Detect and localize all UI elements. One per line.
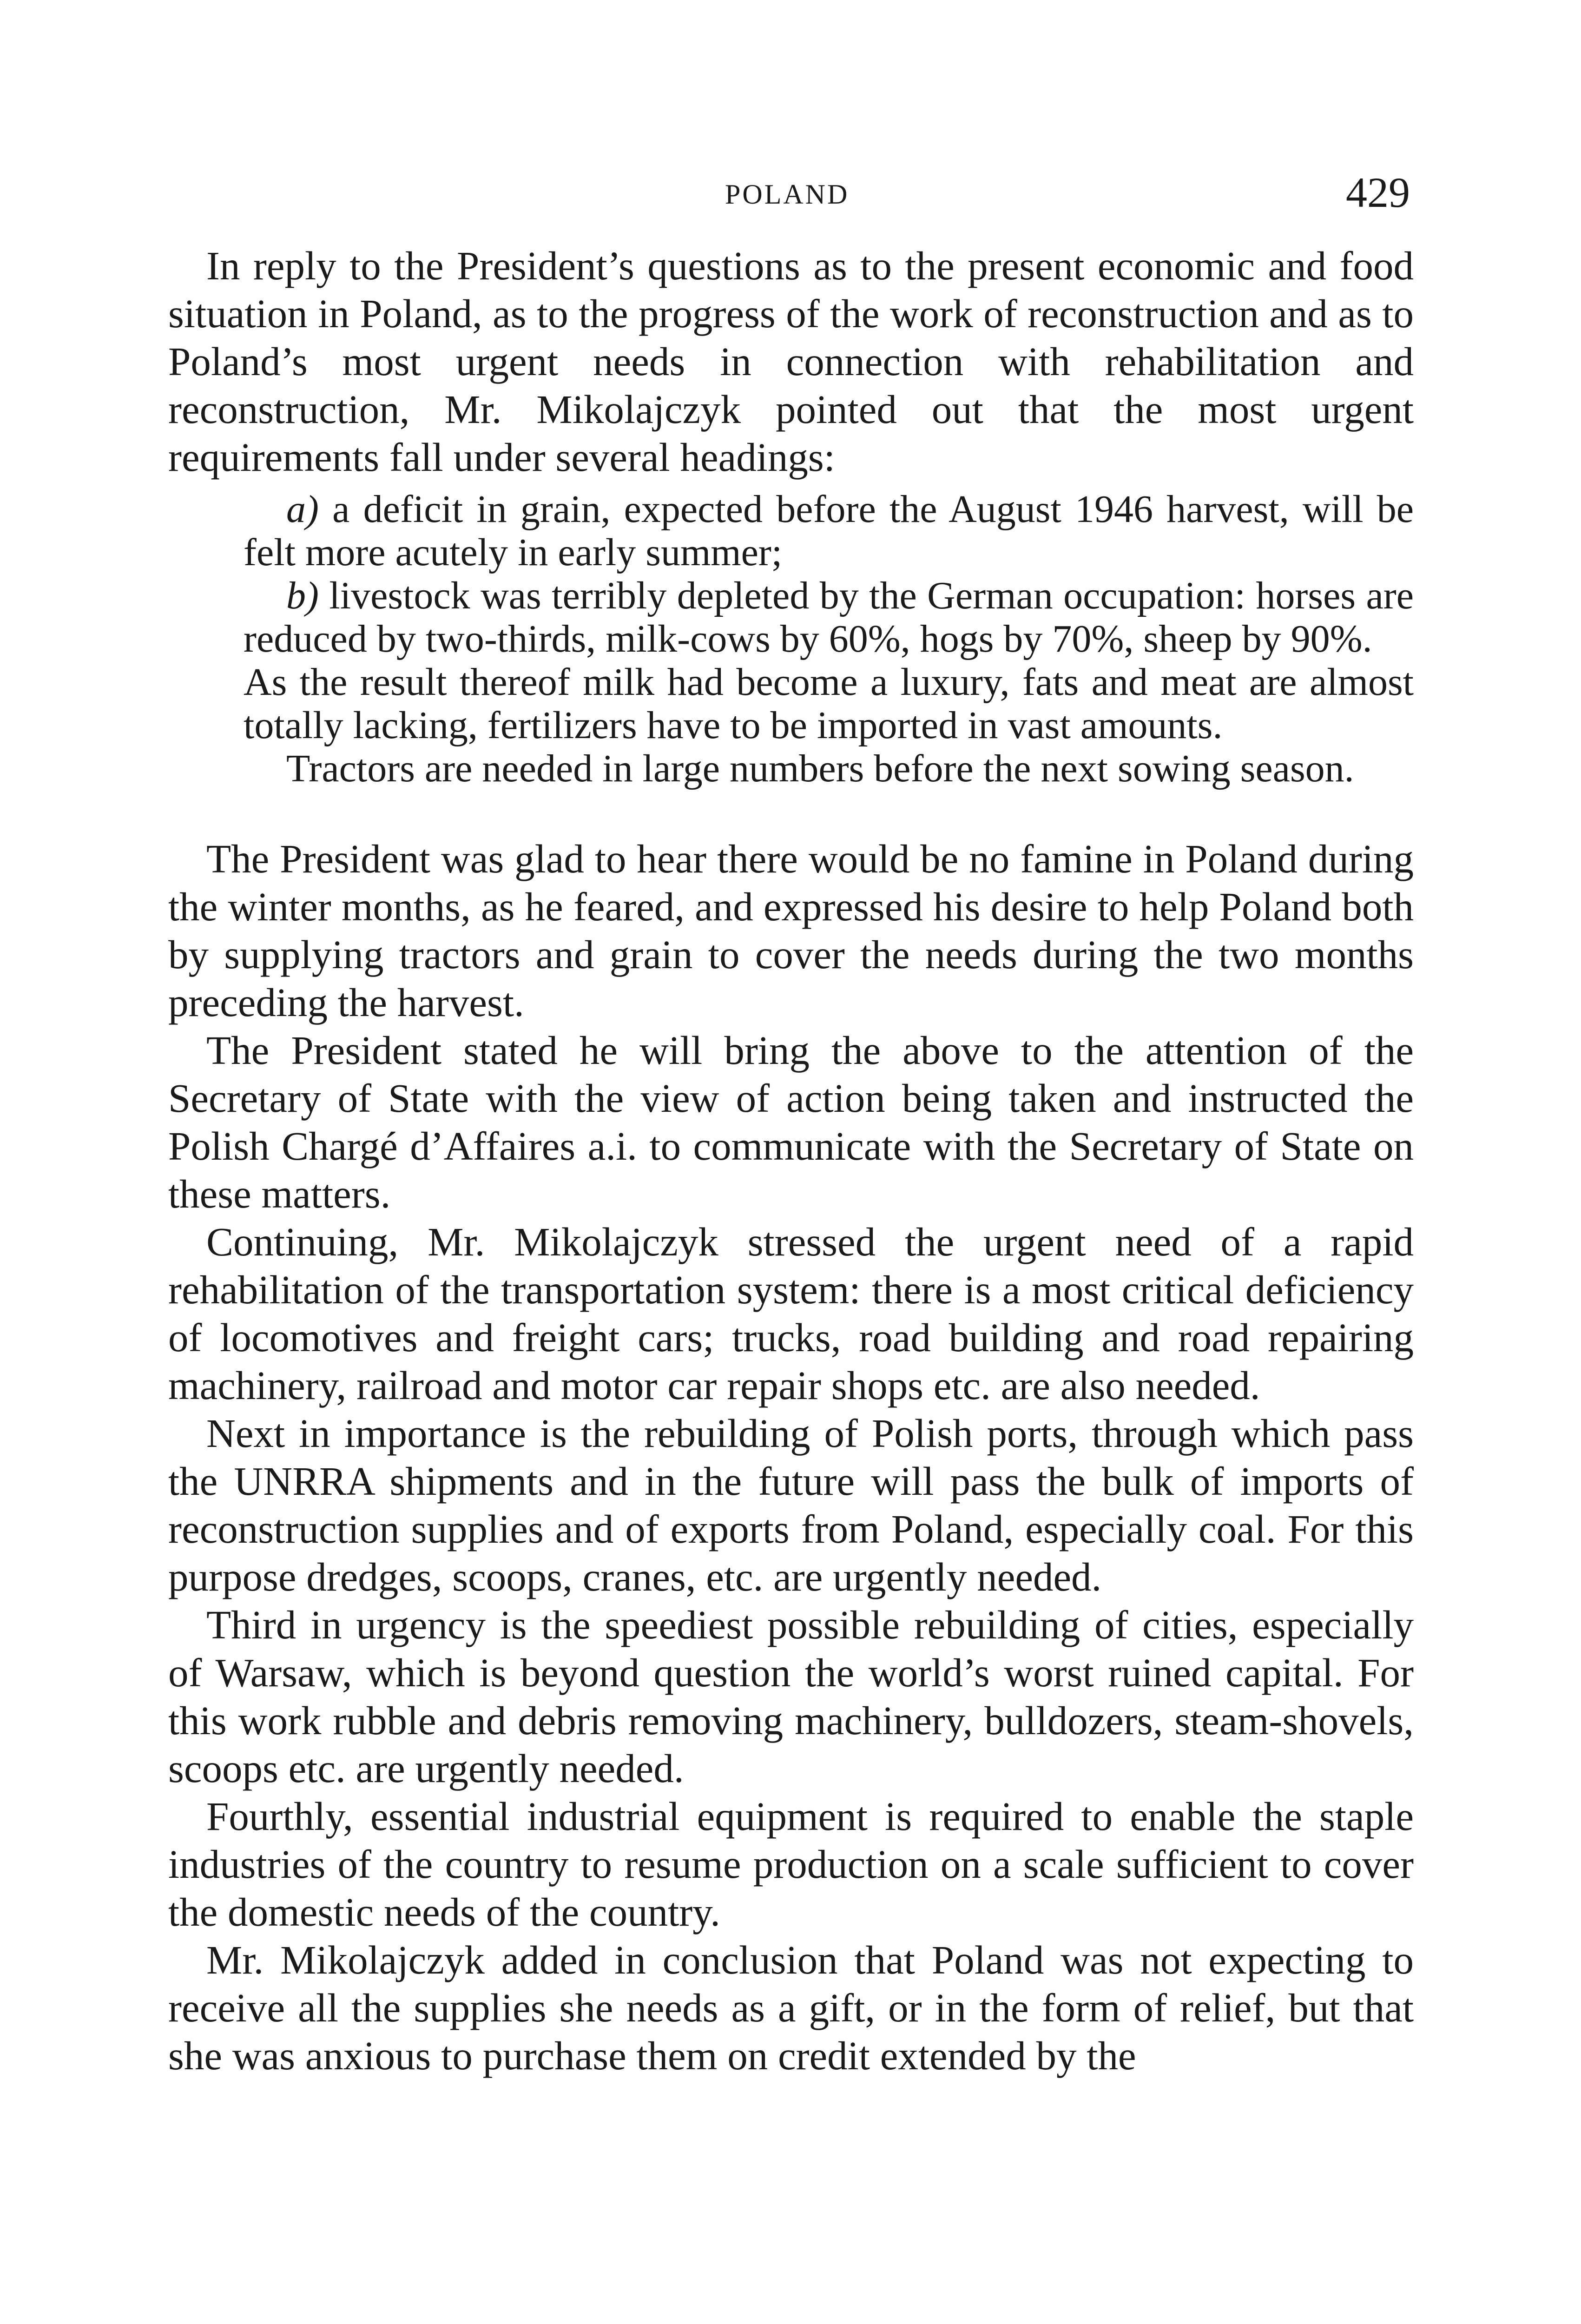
requirements-list — [244, 488, 1414, 790]
paragraph-president-famine: The President was glad to hear there would be no famine in Poland during the winter months, as he feared, and expressed his desire to help Poland both by supplying tractors and grain to cover the needs during the two months preceding the harvest. — [168, 836, 1414, 1025]
tractors-paragraph: Tractors are needed in large numbers before the next sowing season. — [286, 747, 1354, 790]
body-text — [168, 242, 1414, 2080]
paragraph-cities: Third in urgency is the speediest possible rebuilding of cities, especially of Warsaw, which is beyond question the world’s worst ruined capital. For this work rubble and debris removing machinery, bulldozers, steam-shovels, scoops etc. are urgently needed. — [168, 1602, 1414, 1791]
paragraph-conclusion: Mr. Mikolajczyk added in conclusion that Poland was not expecting to receive all the supplies she needs as a gift, or in the form of relief, but that she was anxious to purchase them on credit extended by the — [168, 1937, 1414, 2078]
paragraph-intro: In reply to the President’s questions as to the present economic and food situation in Poland, as to the progress of the work of reconstruction and as to Poland’s most urgent needs in connection with rehabilitation and reconstruction, Mr. Mikolajczyk pointed out that the most urgent requirements fall under several headings: — [168, 243, 1414, 480]
paragraph-president-secretary: The President stated he will bring the above to the attention of the Secretary of State with the view of action being taken and instructed the Polish Chargé d’Affaires a.i. to communicate with the Secretary of State on these matters. — [168, 1028, 1414, 1216]
list-item-b-letter: b) — [286, 574, 319, 617]
result-paragraph: As the result thereof milk had become a luxury, fats and meat are almost totally lacking, fertilizers have to be imported in vast amounts. — [244, 660, 1414, 747]
paragraph-transportation: Continuing, Mr. Mikolajczyk stressed the urgent need of a rapid rehabilitation of the transportation system: there is a most critical deficiency of locomotives and freight cars; trucks, road building and road repairing machinery, railroad and motor car repair shops etc. are also needed. — [168, 1219, 1414, 1408]
paragraph-ports: Next in importance is the rebuilding of Polish ports, through which pass the UNRRA shipments and in the future will pass the bulk of imports of reconstruction supplies and of exports from Poland, especially coal. For this purpose dredges, scoops, cranes, etc. are urgently needed. — [168, 1411, 1414, 1599]
running-title: POLAND — [725, 179, 850, 210]
list-item-b — [244, 574, 1414, 660]
list-item-a-letter: a) — [286, 488, 319, 531]
paragraph-industry: Fourthly, essential industrial equipment is required to enable the staple industries of the country to resume production on a scale sufficient to cover the domestic needs of the country. — [168, 1794, 1414, 1934]
list-item-b-text: livestock was terribly depleted by the German occupation: horses are reduced by two-thirds, milk-cows by 60%, hogs by 70%, sheep by 90%. — [244, 574, 1414, 660]
list-item-a-text: a deficit in grain, expected before the August 1946 harvest, will be felt more acutely in early summer; — [244, 488, 1414, 574]
page-number: 429 — [1346, 169, 1410, 216]
list-item-a — [244, 488, 1414, 574]
